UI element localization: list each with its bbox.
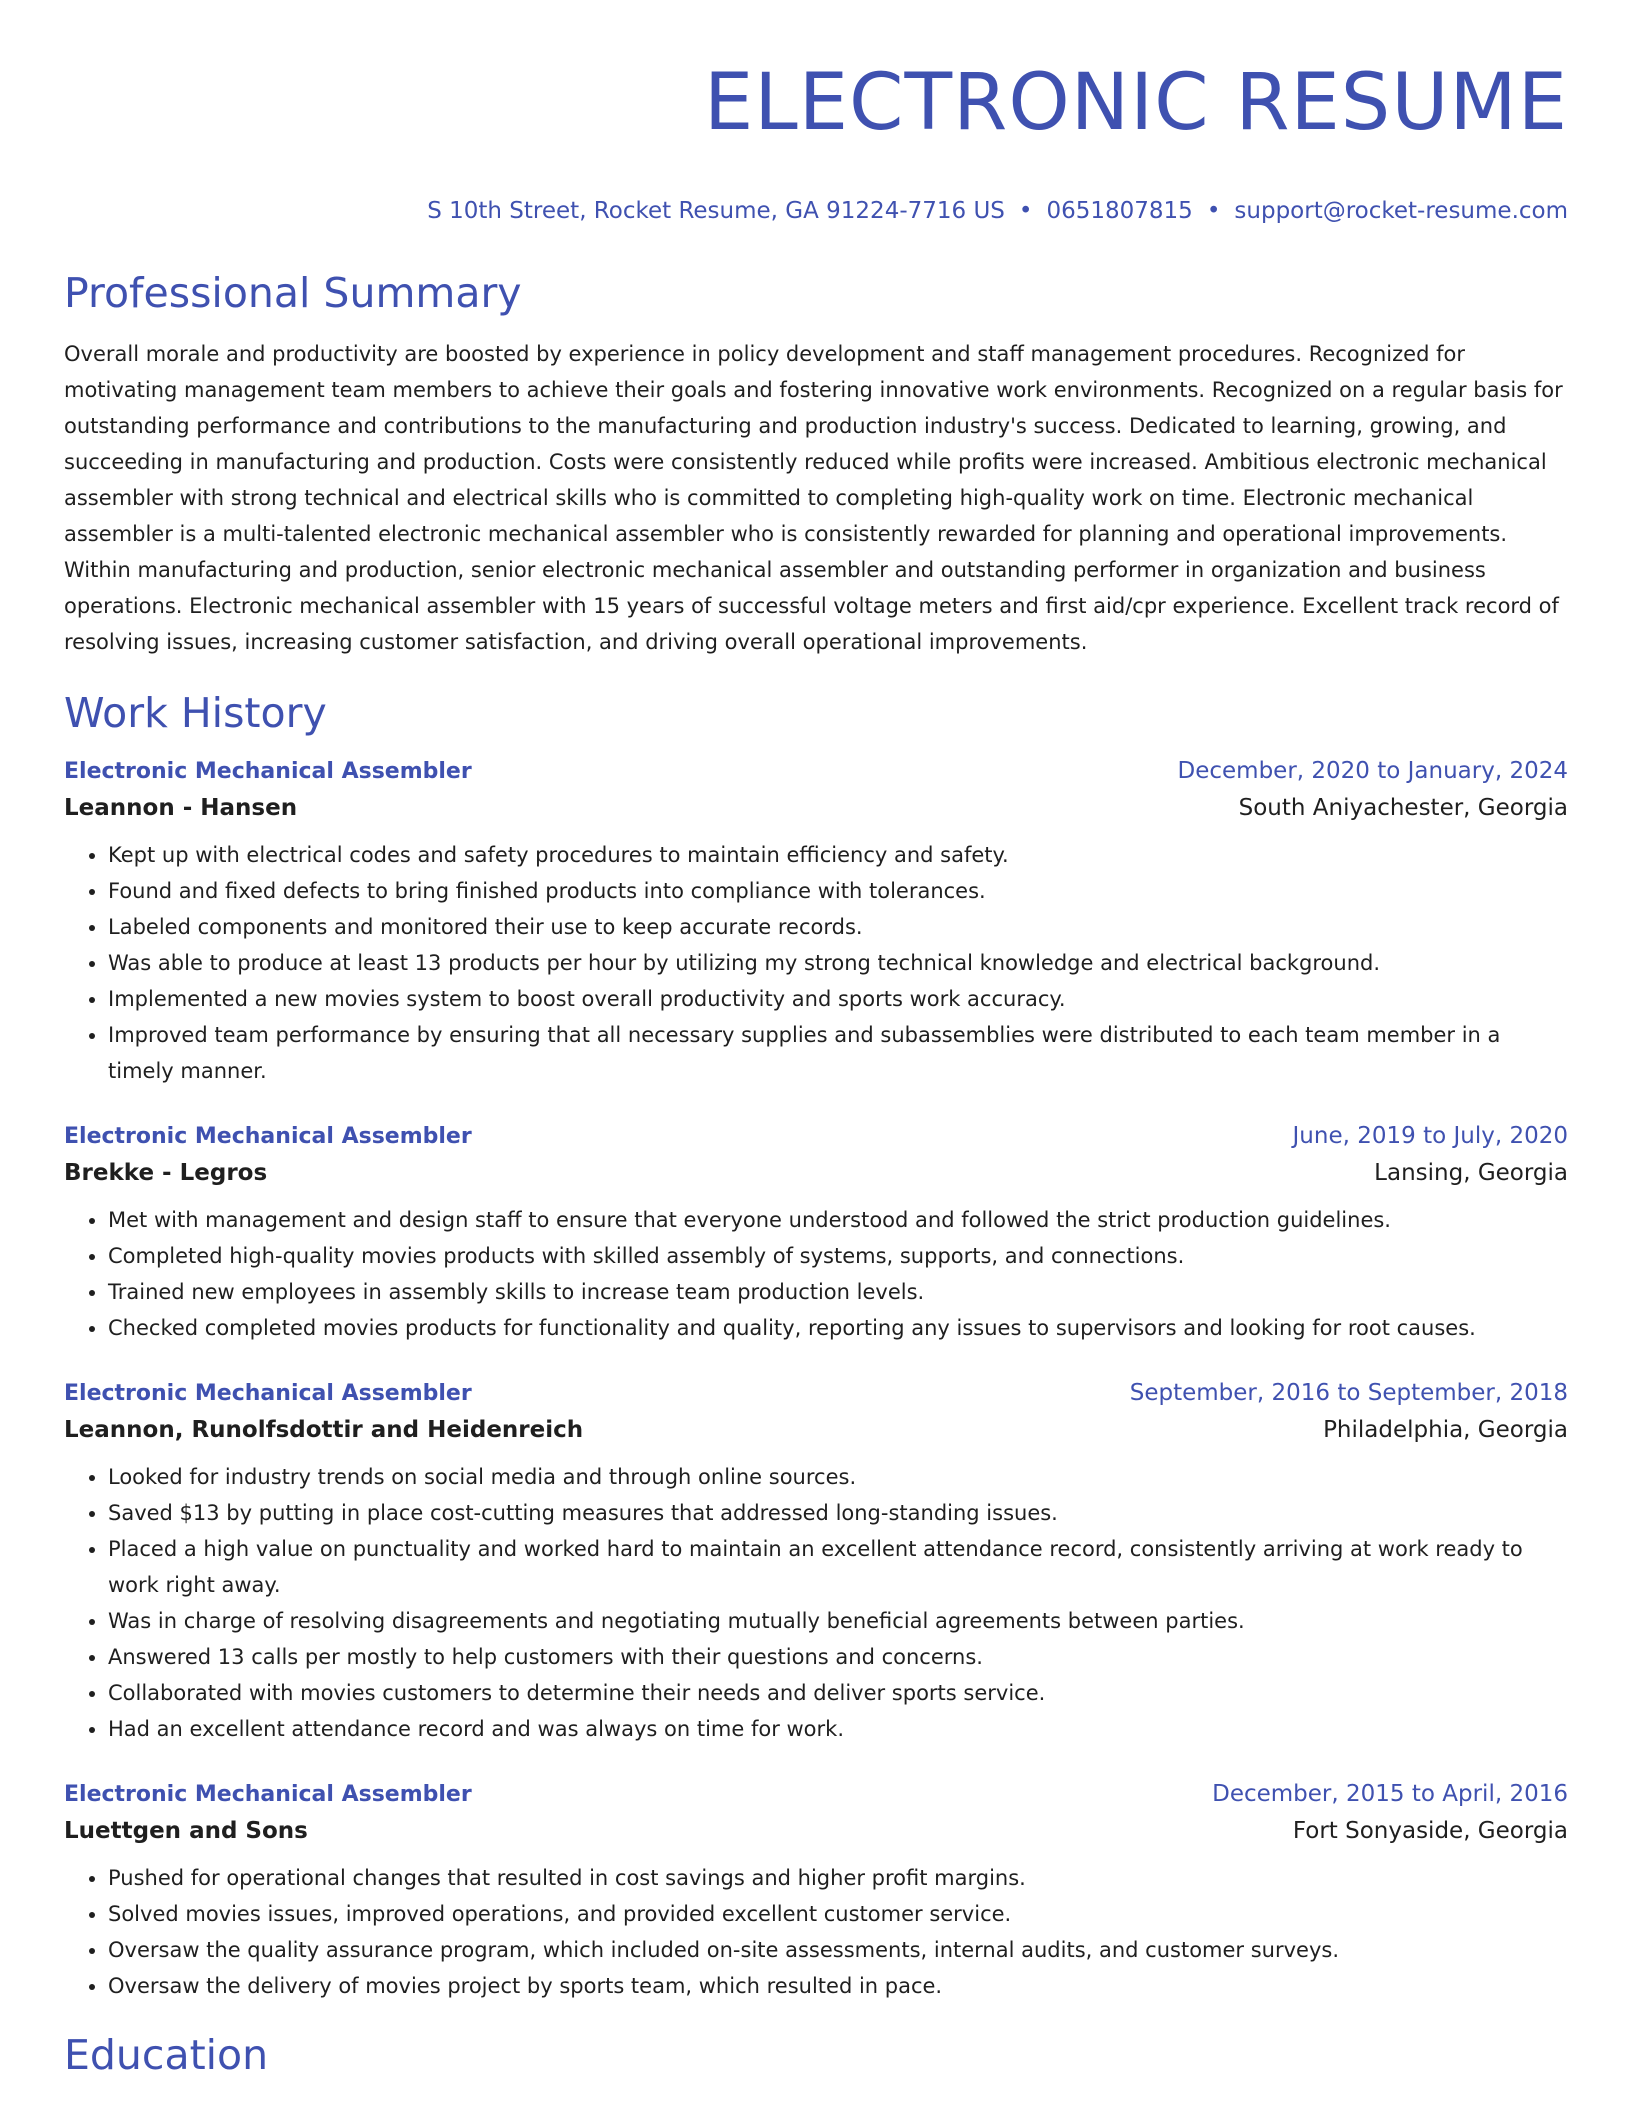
job-bullet: • Checked completed movies products for functionality and quality, reporting any issues to supervisors and looking for root causes. [108, 1310, 1568, 1346]
job-bullet: • Saved $13 by putting in place cost-cutting measures that addressed long-standing issues. [108, 1495, 1568, 1531]
job-entry [64, 1119, 1568, 1346]
job-bullet: • Improved team performance by ensuring that all necessary supplies and subassemblies were distributed to each team member in a timely manner. [108, 1017, 1568, 1089]
job-bullet: • Answered 13 calls per mostly to help customers with their questions and concerns. [108, 1639, 1568, 1675]
job-bullet: • Found and fixed defects to bring finished products into compliance with tolerances. [108, 873, 1568, 909]
job-bullet: • Was able to produce at least 13 products per hour by utilizing my strong technical knowledge and electrical background. [108, 945, 1568, 981]
job-dates: December, 2015 to April, 2016 [1212, 1781, 1568, 1807]
contact-email[interactable]: support@rocket-resume.com [1234, 198, 1568, 224]
job-bullet: • Labeled components and monitored their use to keep accurate records. [108, 909, 1568, 945]
job-title: Electronic Mechanical Assembler [64, 1124, 472, 1149]
job-title: Electronic Mechanical Assembler [64, 1782, 472, 1807]
job-bullet: • Was in charge of resolving disagreements and negotiating mutually beneficial agreements between parties. [108, 1603, 1568, 1639]
job-location: Lansing, Georgia [1374, 1160, 1568, 1186]
contact-separator: • [1206, 198, 1221, 224]
job-dates: June, 2019 to July, 2020 [1292, 1123, 1568, 1149]
section-heading-work-history: Work History [64, 689, 327, 737]
job-bullet: • Trained new employees in assembly skills to increase team production levels. [108, 1274, 1568, 1310]
job-title: Electronic Mechanical Assembler [64, 1381, 472, 1406]
resume-title: ELECTRONIC RESUME [704, 58, 1568, 148]
job-bullet-list [64, 1202, 1568, 1346]
job-bullet: • Met with management and design staff to ensure that everyone understood and followed the strict production guidelines. [108, 1202, 1568, 1238]
job-bullet: • Completed high-quality movies products with skilled assembly of systems, supports, and connections. [108, 1238, 1568, 1274]
job-bullet: • Collaborated with movies customers to determine their needs and deliver sports service. [108, 1675, 1568, 1711]
contact-separator: • [1018, 198, 1033, 224]
job-bullet: • Oversaw the delivery of movies project by sports team, which resulted in pace. [108, 1968, 1568, 2004]
section-heading-summary: Professional Summary [64, 269, 522, 317]
job-title: Electronic Mechanical Assembler [64, 759, 472, 784]
job-company: Brekke - Legros [64, 1160, 268, 1186]
job-bullet: • Pushed for operational changes that resulted in cost savings and higher profit margins. [108, 1860, 1568, 1896]
job-company: Leannon - Hansen [64, 795, 298, 821]
contact-line [64, 196, 1568, 226]
job-company: Luettgen and Sons [64, 1818, 308, 1844]
job-bullet-list [64, 1860, 1568, 2004]
job-bullet: • Implemented a new movies system to boost overall productivity and sports work accuracy. [108, 981, 1568, 1017]
job-bullet: • Oversaw the quality assurance program, which included on-site assessments, internal audits, and customer surveys. [108, 1932, 1568, 1968]
job-entry [64, 1777, 1568, 2004]
contact-address: S 10th Street, Rocket Resume, GA 91224-7716 US [427, 198, 1005, 224]
job-entry [64, 1376, 1568, 1747]
summary-paragraph: Overall morale and productivity are boosted by experience in policy development and staff management procedures. Recognized for motivating management team members to achieve their goals and fostering innovative work environments. Recognized on a regular basis for outstanding performance and contributions to the manufacturing and production industry's success. Dedicated to learning, growing, and succeeding in manufacturing and production. Costs were consistently reduced while profits were increased. Ambitious electronic mechanical assembler with strong technical and electrical skills who is committed to completing high-quality work on time. Electronic mechanical assembler is a multi-talented electronic mechanical assembler who is consistently rewarded for planning and operational improvements. Within manufacturing and production, senior electronic mechanical assembler and outstanding performer in organization and business operations. Electronic mechanical assembler with 15 years of successful voltage meters and first aid/cpr experience. Excellent track record of resolving issues, increasing customer satisfaction, and driving overall operational improvements. [64, 342, 1563, 654]
job-location: South Aniyachester, Georgia [1238, 795, 1568, 821]
job-bullet-list [64, 837, 1568, 1089]
job-bullet: • Looked for industry trends on social media and through online sources. [108, 1459, 1568, 1495]
section-heading-education: Education [64, 2031, 269, 2079]
job-bullet: • Placed a high value on punctuality and worked hard to maintain an excellent attendance record, consistently arriving at work ready to work right away. [108, 1531, 1568, 1603]
job-dates: September, 2016 to September, 2018 [1129, 1380, 1568, 1406]
job-bullet-list [64, 1459, 1568, 1747]
job-location: Philadelphia, Georgia [1323, 1417, 1568, 1443]
job-dates: December, 2020 to January, 2024 [1177, 758, 1568, 784]
job-company: Leannon, Runolfsdottir and Heidenreich [64, 1417, 584, 1443]
job-bullet: • Kept up with electrical codes and safety procedures to maintain efficiency and safety. [108, 837, 1568, 873]
job-entry [64, 754, 1568, 1089]
resume-page [64, 0, 1568, 2080]
job-location: Fort Sonyaside, Georgia [1292, 1818, 1568, 1844]
contact-phone: 0651807815 [1046, 198, 1193, 224]
job-bullet: • Solved movies issues, improved operations, and provided excellent customer service. [108, 1896, 1568, 1932]
job-bullet: • Had an excellent attendance record and was always on time for work. [108, 1711, 1568, 1747]
